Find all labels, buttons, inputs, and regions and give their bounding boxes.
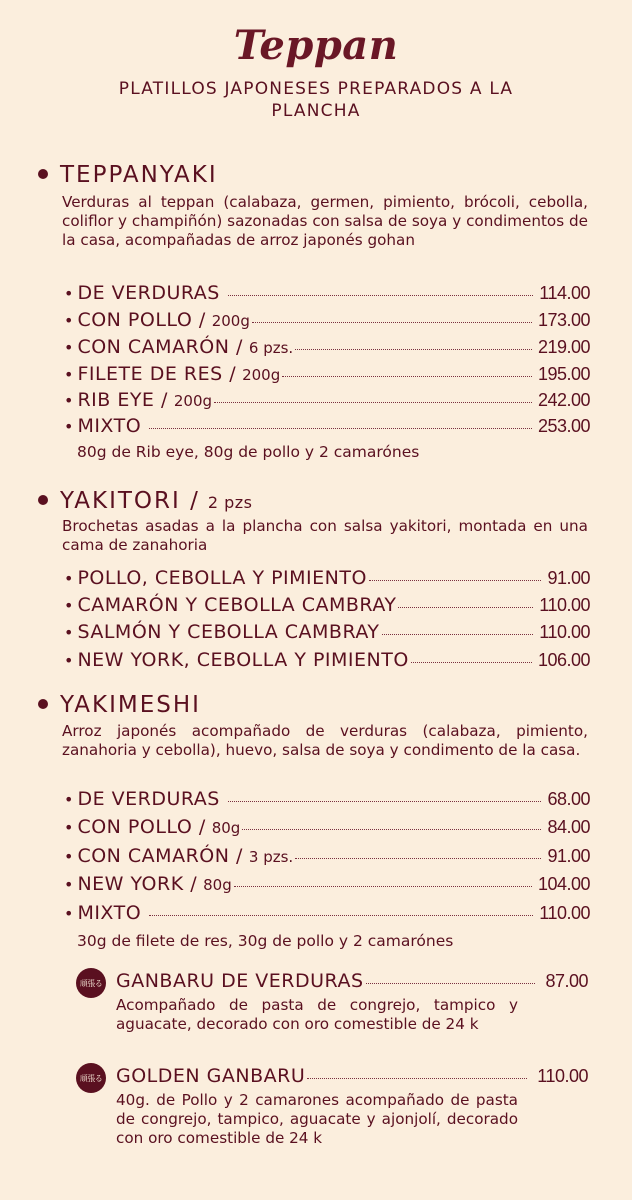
section-yakitori-title: YAKITORI / 2 pzs <box>38 488 253 514</box>
mixto-note: 30g de filete de res, 30g de pollo y 2 camarónes <box>77 932 454 950</box>
ganbaru-badge-icon: 頑張る <box>76 1063 106 1093</box>
section-yakimeshi-description: Arroz japonés acompañado de verduras (calabaza, pimiento, zanahoria y cebolla), huevo, salsa de soya y condimento de la casa. <box>62 722 588 759</box>
menu-item: • CON CAMARÓN / 6 pzs. 219.00 <box>64 336 590 358</box>
special-item: GANBARU DE VERDURAS 87.00 <box>116 970 588 992</box>
menu-item: • CON POLLO / 200g 173.00 <box>64 309 590 331</box>
menu-item: • NEW YORK / 80g 104.00 <box>64 873 590 895</box>
menu-item: • SALMÓN Y CEBOLLA CAMBRAY 110.00 <box>64 621 590 643</box>
menu-item: • CON CAMARÓN / 3 pzs. 91.00 <box>64 845 590 867</box>
bullet-icon <box>38 169 48 179</box>
menu-item: • CAMARÓN Y CEBOLLA CAMBRAY 110.00 <box>64 594 590 616</box>
bullet-icon <box>38 699 48 709</box>
menu-item: • DE VERDURAS 68.00 <box>64 788 590 810</box>
page-subtitle: PLATILLOS JAPONESES PREPARADOS A LA PLANCHA <box>118 79 514 121</box>
ganbaru-badge-icon: 頑張る <box>76 968 106 998</box>
special-item: GOLDEN GANBARU 110.00 <box>116 1065 588 1087</box>
menu-item: • RIB EYE / 200g 242.00 <box>64 389 590 411</box>
section-teppanyaki-title: TEPPANYAKI <box>38 162 218 188</box>
menu-item: • DE VERDURAS 114.00 <box>64 282 590 304</box>
menu-item: • NEW YORK, CEBOLLA Y PIMIENTO 106.00 <box>64 649 590 671</box>
bullet-icon <box>38 495 48 505</box>
section-yakimeshi-title: YAKIMESHI <box>38 692 201 718</box>
page-title: Teppan <box>233 22 399 69</box>
menu-item: • CON POLLO / 80g 84.00 <box>64 816 590 838</box>
special-item-description: 40g. de Pollo y 2 camarones acompañado de pasta de congrejo, tampico, aguacate y ajonjolí, decorado con oro comestible de 24 k <box>116 1091 518 1147</box>
menu-item: • POLLO, CEBOLLA Y PIMIENTO 91.00 <box>64 567 590 589</box>
menu-item: • MIXTO 253.00 <box>64 415 590 437</box>
section-yakitori-description: Brochetas asadas a la plancha con salsa yakitori, montada en una cama de zanahoria <box>62 517 588 554</box>
section-teppanyaki-description: Verduras al teppan (calabaza, germen, pimiento, brócoli, cebolla, coliflor y champiñón) sazonadas con salsa de soya y condimentos de la casa, acompañadas de arroz japonés gohan <box>62 193 588 249</box>
special-item-description: Acompañado de pasta de congrejo, tampico y aguacate, decorado con oro comestible de 24 k <box>116 996 518 1033</box>
mixto-note: 80g de Rib eye, 80g de pollo y 2 camarónes <box>77 443 420 461</box>
menu-item: • FILETE DE RES / 200g 195.00 <box>64 363 590 385</box>
menu-item: • MIXTO 110.00 <box>64 902 590 924</box>
